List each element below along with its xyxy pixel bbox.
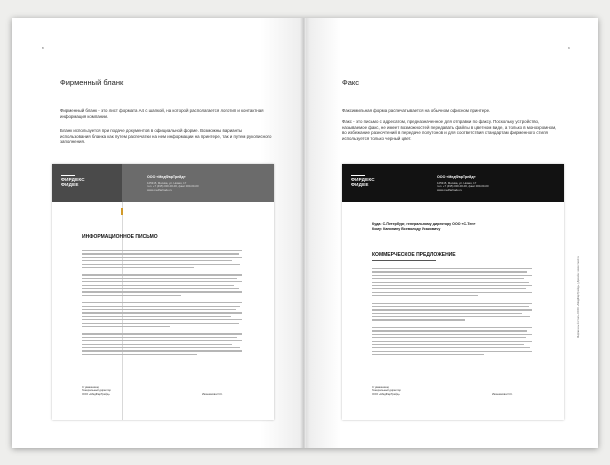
letter-body bbox=[82, 250, 242, 357]
letter-title: ИНФОРМАЦИОННОЕ ПИСЬМО bbox=[82, 234, 158, 240]
signer-name: Иконникова И.С. bbox=[202, 393, 223, 396]
signer-name: Иконникова И.С. bbox=[492, 393, 513, 396]
usage-paragraph: Бланк используется при подаче документов в официальной форме. Возможны варианты использования бланка как путем распечатки на нем информации на принтере, так и путем рукописного заполнения. bbox=[60, 128, 272, 145]
intro-paragraph: Фирменный бланк - это лист формата А4 с шапкой, на которой располагается логотип и контактная информация компании. bbox=[60, 108, 264, 119]
page-number: 9 bbox=[568, 46, 570, 50]
company-logo: ФИРДЕКС ФИДЕЕ bbox=[351, 177, 375, 187]
accent-mark bbox=[121, 208, 123, 215]
logo-mark bbox=[61, 175, 75, 176]
side-caption: Фирменный стиль ООО «МедФарТрейд» | Дизайн: www.med.ru bbox=[576, 256, 580, 338]
company-logo: ФИРДЕКС ФИДЕЕ bbox=[61, 177, 85, 187]
signature-block: С уважением, Генеральный директор ООО «МедФарТрейд» bbox=[82, 386, 111, 396]
fax-addressee: Куда: С-Петербург, генеральному директору ООО «С-Тен» Кому: Капинину Всеволоду Усаковичу bbox=[372, 222, 476, 231]
fax-header bbox=[342, 164, 564, 202]
page-title: Фирменный бланк bbox=[60, 78, 124, 87]
logo-mark bbox=[351, 175, 365, 176]
book-spine bbox=[300, 18, 310, 448]
letter-body bbox=[372, 268, 532, 357]
fax-paragraph: Факс - это письмо с адресатом, предназначенное для отправки по факсу. Поскольку устройство, называемое факс, не имеет возможностей передавать файлы в цветном виде, а только в монохромном, во избежание разночтений в передаче полутонов и для соответствия стандартам фирменного стиля используется только черный цвет. bbox=[342, 119, 557, 141]
company-name: ООО «МедФарТрейд» bbox=[147, 175, 186, 179]
title-underline bbox=[372, 260, 436, 261]
company-address: 125315, Москва, ул. Новая, 17 тел. +7 (495) 000-00-00, факс 000-00-00 www.medfartrade.ru bbox=[147, 181, 199, 192]
letter-title: КОММЕРЧЕСКОЕ ПРЕДЛОЖЕНИЕ bbox=[372, 252, 456, 258]
company-name: ООО «МедФарТрейд» bbox=[437, 175, 476, 179]
letterhead-sample bbox=[52, 164, 274, 420]
right-page bbox=[306, 18, 598, 448]
page-title: Факс bbox=[342, 78, 359, 87]
open-brochure bbox=[12, 18, 598, 448]
company-address: 125315, Москва, ул. Новая, 17 тел. +7 (495) 000-00-00, факс 000-00-00 www.medfartrade.ru bbox=[437, 181, 489, 192]
intro-paragraph: Факсимильная форма распечатывается на обычном офисном принтере. bbox=[342, 108, 491, 113]
fax-sample bbox=[342, 164, 564, 420]
letterhead-header bbox=[52, 164, 274, 202]
left-page bbox=[12, 18, 304, 448]
page-number: 8 bbox=[42, 46, 44, 50]
signature-block: С уважением, Генеральный директор ООО «МедФарТрейд» bbox=[372, 386, 401, 396]
